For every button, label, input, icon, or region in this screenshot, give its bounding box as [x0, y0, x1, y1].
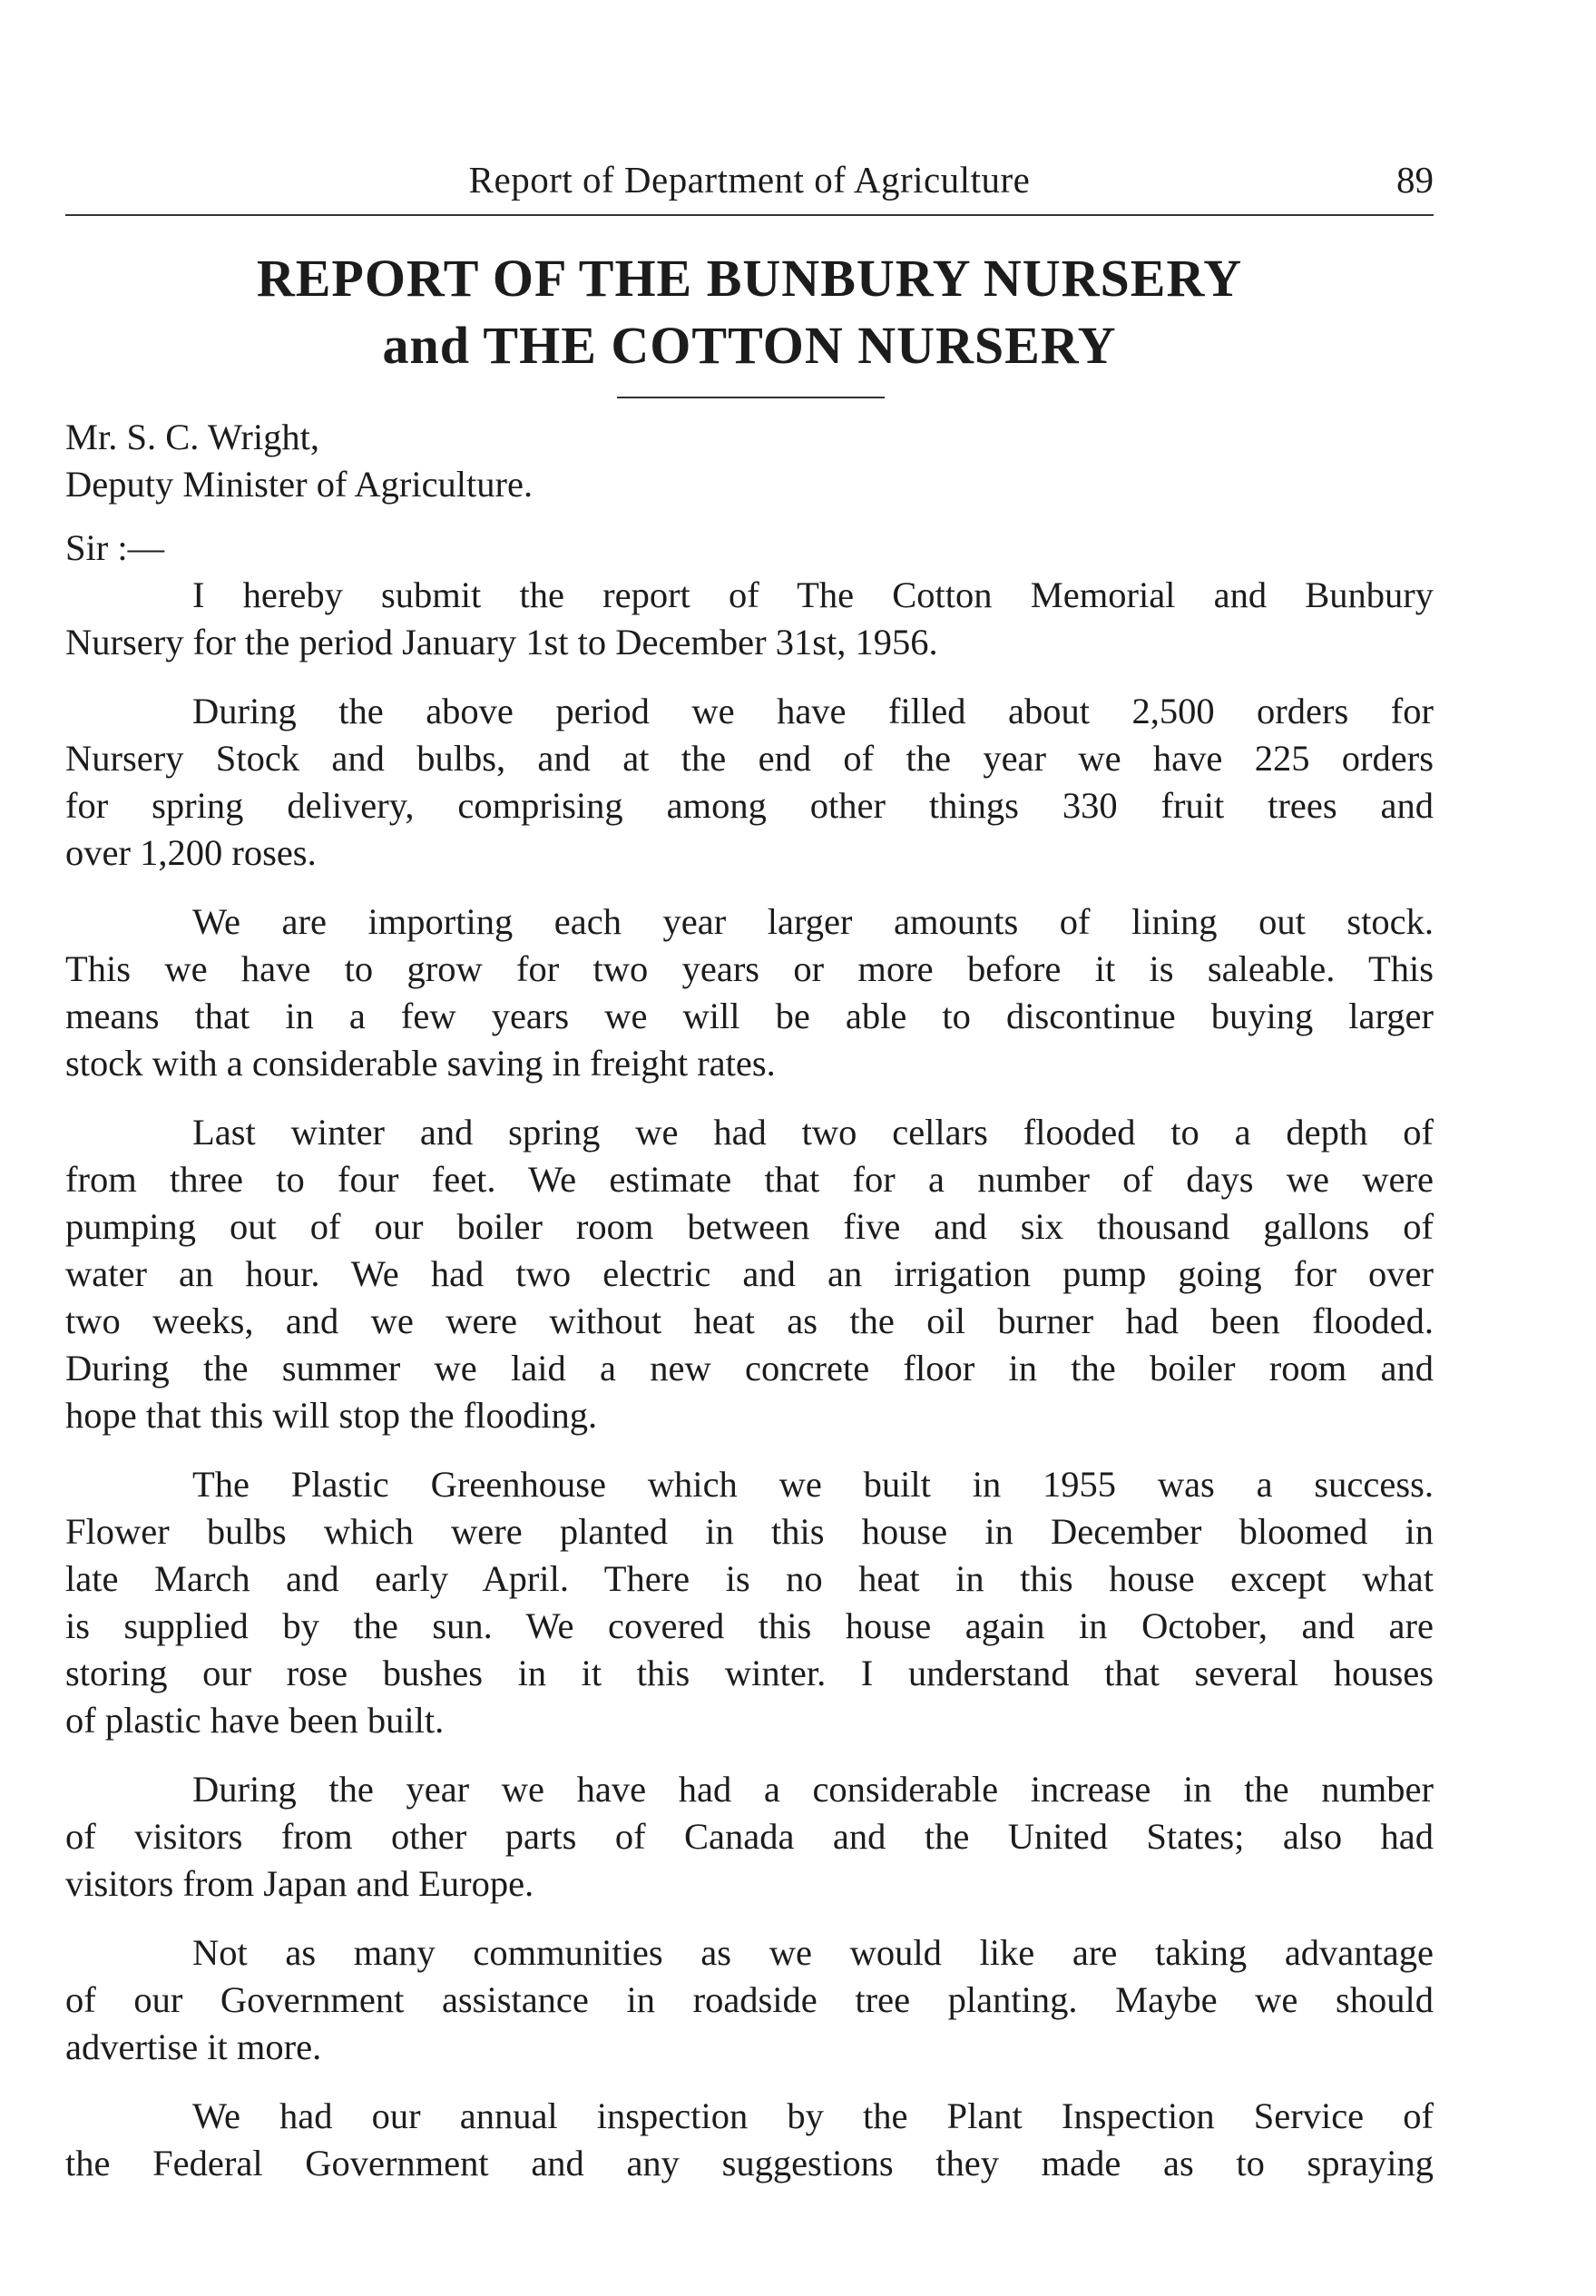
paragraph-line: We are importing each year larger amounts of lining out stock.: [192, 901, 1434, 942]
paragraph-line: of plastic have been built.: [65, 1700, 445, 1741]
paragraph-line: I hereby submit the report of The Cotton Memorial and Bunbury: [192, 574, 1434, 615]
paragraph-8: [65, 2093, 1434, 2187]
paragraph-line: We had our annual inspection by the Plant Inspection Service of: [192, 2095, 1434, 2136]
salutation: Sir :—: [65, 527, 165, 568]
running-title: Report of Department of Agriculture: [468, 159, 1031, 201]
paragraph-line: Last winter and spring we had two cellars flooded to a depth of: [192, 1112, 1434, 1153]
paragraph-2: [65, 688, 1434, 877]
paragraph-line: During the above period we have filled about 2,500 orders for: [192, 691, 1434, 731]
paragraph-line: stock with a considerable saving in freight rates.: [65, 1043, 776, 1084]
paragraph-line: from three to four feet. We estimate that for a number of days we were: [65, 1159, 1434, 1200]
paragraph-line: During the year we have had a considerable increase in the number: [192, 1769, 1434, 1810]
paragraph-line: Nursery Stock and bulbs, and at the end of the year we have 225 orders: [65, 738, 1434, 779]
paragraph-line: water an hour. We had two electric and an irrigation pump going for over: [65, 1253, 1434, 1294]
paragraph-line: advertise it more.: [65, 2026, 322, 2067]
paragraph-4: [65, 1109, 1434, 1439]
addressee-position: Deputy Minister of Agriculture.: [65, 464, 534, 505]
paragraph-1: [65, 572, 1434, 666]
page-number: 89: [1396, 159, 1434, 201]
report-title: [65, 245, 1434, 379]
paragraph-line: This we have to grow for two years or more before it is saleable. This: [65, 948, 1434, 989]
letter-body: [65, 414, 1434, 2187]
paragraph-line: over 1,200 roses.: [65, 832, 317, 873]
paragraph-line: Not as many communities as we would like are taking advantage: [192, 1932, 1434, 1973]
paragraph-line: the Federal Government and any suggestions they made as to spraying: [65, 2143, 1434, 2183]
running-header: [65, 152, 1434, 207]
paragraph-line: of our Government assistance in roadside tree planting. Maybe we should: [65, 1979, 1434, 2020]
paragraph-line: late March and early April. There is no heat in this house except what: [65, 1558, 1434, 1599]
title-line-1: REPORT OF THE BUNBURY NURSERY: [256, 249, 1243, 308]
paragraph-line: Flower bulbs which were planted in this house in December bloomed in: [65, 1511, 1434, 1552]
paragraph-5: [65, 1461, 1434, 1744]
paragraph-line: for spring delivery, comprising among other things 330 fruit trees and: [65, 785, 1434, 826]
paragraph-line: During the summer we laid a new concrete floor in the boiler room and: [65, 1348, 1434, 1388]
paragraph-line: two weeks, and we were without heat as the oil burner had been flooded.: [65, 1300, 1434, 1341]
addressee-name: Mr. S. C. Wright,: [65, 417, 320, 457]
paragraph-line: of visitors from other parts of Canada and the United States; also had: [65, 1816, 1434, 1857]
paragraph-7: [65, 1929, 1434, 2071]
title-rule: [617, 397, 885, 398]
paragraph-line: storing our rose bushes in it this winter. I understand that several houses: [65, 1653, 1434, 1693]
paragraph-line: means that in a few years we will be able to discontinue buying larger: [65, 996, 1434, 1036]
paragraph-line: is supplied by the sun. We covered this house again in October, and are: [65, 1605, 1434, 1646]
header-rule: [65, 214, 1434, 216]
paragraph-line: pumping out of our boiler room between five and six thousand gallons of: [65, 1206, 1434, 1247]
paragraph-line: hope that this will stop the flooding.: [65, 1395, 598, 1436]
paragraph-line: Nursery for the period January 1st to December 31st, 1956.: [65, 622, 938, 662]
paragraph-line: visitors from Japan and Europe.: [65, 1863, 534, 1904]
paragraph-line: The Plastic Greenhouse which we built in 1955 was a success.: [192, 1464, 1434, 1505]
title-line-2: and THE COTTON NURSERY: [382, 316, 1117, 375]
paragraph-3: [65, 898, 1434, 1087]
paragraph-6: [65, 1766, 1434, 1908]
